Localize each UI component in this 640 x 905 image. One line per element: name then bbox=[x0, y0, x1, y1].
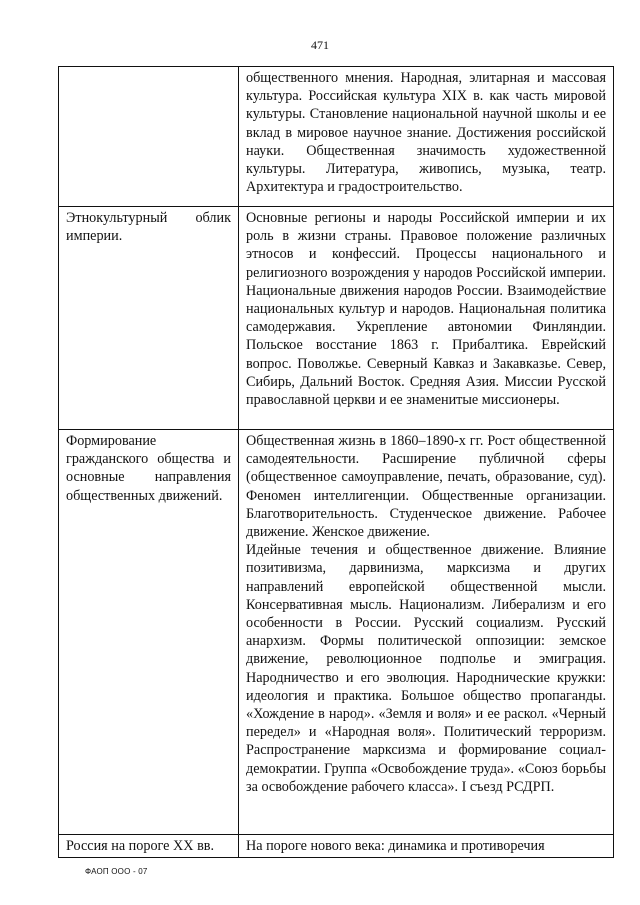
topic-cell: Этнокультурный облик империи. bbox=[59, 207, 239, 430]
curriculum-table bbox=[58, 66, 614, 858]
content-cell bbox=[239, 835, 614, 858]
table-row bbox=[59, 430, 614, 835]
topic-cell: Формирование гражданского общества и основные направления общественных движений. bbox=[59, 430, 239, 835]
document-code: ФАОП ООО - 07 bbox=[85, 867, 148, 876]
topic-cell: Россия на пороге XX вв. bbox=[59, 835, 239, 858]
page-number: 471 bbox=[311, 38, 329, 52]
content-cell bbox=[239, 430, 614, 835]
content-paragraph: На пороге нового века: динамика и противоречия bbox=[246, 838, 545, 854]
content-cell bbox=[239, 207, 614, 430]
content-paragraph: Общественная жизнь в 1860–1890-х гг. Рост общественной самодеятельности. Расширение публичной сферы (общественное самоуправление, печать, образование, суд). Феномен интеллигенции. Общественные организации. Благотворительность. Студенческое движение. Рабочее движение. Женское движение. bbox=[246, 433, 606, 541]
content-paragraph: общественного мнения. Народная, элитарная и массовая культура. Российская культура XIX в. как часть мировой культуры. Становление национальной научной школы и ее вклад в мировое научное знание. Достижения российской науки. Общественная значимость художественной культуры. Литература, живопись, музыка, театр. Архитектура и градостроительство. bbox=[246, 70, 606, 196]
table-row bbox=[59, 835, 614, 858]
table-row bbox=[59, 207, 614, 430]
topic-cell bbox=[59, 67, 239, 207]
table-row bbox=[59, 67, 614, 207]
content-paragraph: Идейные течения и общественное движение. Влияние позитивизма, дарвинизма, марксизма и других направлений европейской общественной мысли. Консервативная мысль. Национализм. Либерализм и его особенности в России. Русский социализм. Русский анархизм. Формы политической оппозиции: земское движение, революционное подполье и эмиграция. Народничество и его эволюция. Народнические кружки: идеология и практика. Большое общество пропаганды. «Хождение в народ». «Земля и воля» и ее раскол. «Черный передел» и «Народная воля». Политический терроризм. Распространение марксизма и формирование социал-демократии. Группа «Освобождение труда». «Союз борьбы за освобождение рабочего класса». I съезд РСДРП. bbox=[246, 542, 606, 795]
content-cell bbox=[239, 67, 614, 207]
content-paragraph: Основные регионы и народы Российской империи и их роль в жизни страны. Правовое положение различных этносов и конфессий. Процессы национального и религиозного возрождения у народов Российской империи. Национальные движения народов России. Взаимодействие национальных культур и народов. Национальная политика самодержавия. Укрепление автономии Финляндии. Польское восстание 1863 г. Прибалтика. Еврейский вопрос. Поволжье. Северный Кавказ и Закавказье. Север, Сибирь, Дальний Восток. Средняя Азия. Миссии Русской православной церкви и ее знаменитые миссионеры. bbox=[246, 210, 606, 409]
